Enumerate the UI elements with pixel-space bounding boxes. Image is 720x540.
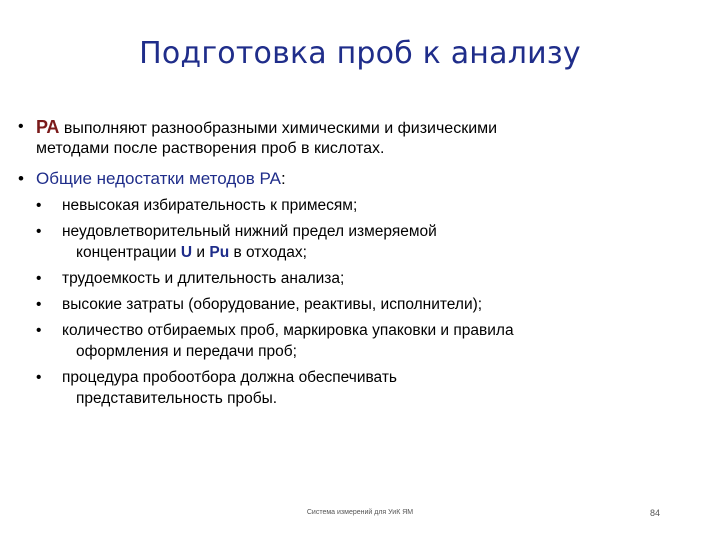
list-item-text: количество отбираемых проб, маркировка упаковки и правила [62, 322, 514, 339]
footer-text: Система измерений для УиК ЯМ [306, 509, 414, 516]
pa-text-line1: выполняют разнообразными химическими и физическими [59, 120, 498, 137]
slide-title: Подготовка проб к анализу [139, 36, 581, 71]
pa-abbrev: РА [36, 117, 60, 137]
bullet-icon [36, 294, 41, 315]
list-item-text: и [192, 244, 210, 261]
list-item [36, 294, 708, 315]
list-item [36, 367, 708, 409]
list-item-text: трудоемкость и длительность анализа; [62, 270, 345, 287]
drawbacks-heading: Общие недостатки методов РА [36, 169, 282, 188]
list-item-text: неудовлетворительный нижний предел измеряемой [62, 223, 437, 240]
pa-text-line2: методами после растворения проб в кислотах. [36, 140, 385, 157]
list-item [36, 320, 708, 362]
list-item [36, 195, 708, 216]
bullet-icon [36, 221, 41, 242]
list-item-text: концентрации [76, 244, 181, 261]
bullet-icon [36, 320, 41, 341]
list-item-text: невысокая избирательность к примесям; [62, 197, 358, 214]
page-number: 84 [650, 508, 661, 518]
list-item-text: в отходах; [229, 244, 307, 261]
bullet-icon [18, 169, 24, 189]
list-item-continuation: оформления и передачи проб; [76, 343, 297, 360]
element-pu: Pu [209, 244, 230, 261]
slide-content [18, 117, 708, 414]
list-item [36, 268, 708, 289]
bullet-drawbacks [18, 169, 708, 189]
element-u: U [180, 244, 193, 261]
bullet-icon [18, 117, 24, 137]
drawbacks-colon: : [281, 169, 286, 188]
bullet-icon [36, 195, 41, 216]
bullet-icon [36, 367, 41, 388]
list-item [36, 221, 708, 263]
bullet-icon [36, 268, 41, 289]
list-item-text: процедура пробоотбора должна обеспечивать [62, 369, 398, 386]
bullet-pa-methods [18, 117, 708, 159]
list-item-text: высокие затраты (оборудование, реактивы, исполнители); [62, 296, 483, 313]
list-item-continuation: представительность пробы. [76, 390, 278, 407]
drawbacks-list [36, 195, 708, 409]
list-item-continuation [62, 242, 708, 263]
